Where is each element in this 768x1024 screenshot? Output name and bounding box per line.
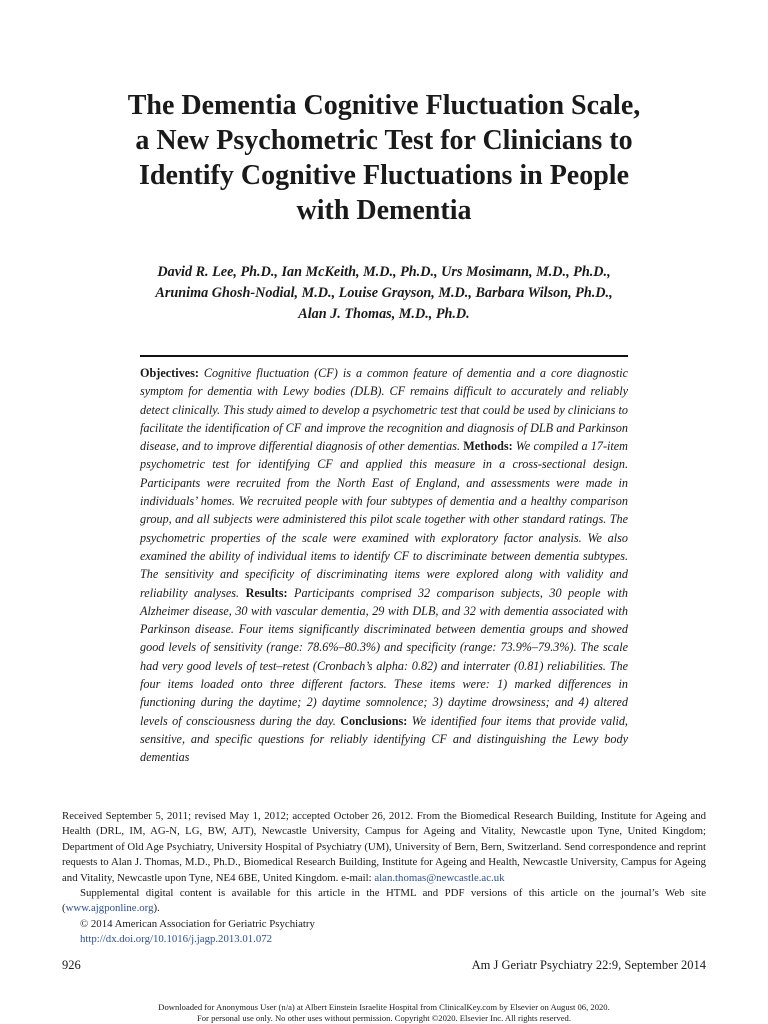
methods-label: Methods: (463, 439, 513, 454)
author-line: Arunima Ghosh-Nodial, M.D., Louise Grayson, M.D., Barbara Wilson, Ph.D., (155, 285, 613, 301)
website-link[interactable]: www.ajgponline.org (65, 902, 154, 915)
author-list (40, 262, 728, 325)
abstract-top-rule (140, 355, 628, 357)
download-notice-line: Downloaded for Anonymous User (n/a) at Albert Einstein Israelite Hospital from ClinicalKey.com by Elsevier on August 06, 2020. (158, 1002, 610, 1012)
article-title (40, 88, 728, 228)
download-notice-line: For personal use only. No other uses without permission. Copyright ©2020. Elsevier Inc. All rights reserved. (196, 1012, 572, 1023)
title-line: with Dementia (296, 195, 472, 226)
results-label: Results: (245, 585, 288, 600)
supplemental-paragraph (62, 886, 706, 917)
results-text: Participants comprised 32 comparison subjects, 30 people with Alzheimer disease, 30 with vascular dementia, 29 with DLB, and 32 with dementia associated with Parkinson disease. Four items significantly discriminated between dementia groups and showed good levels of sensitivity (range: 78.6%–80.3%) and specificity (range: 73.9%–79.3%). The scale had very good levels of test–retest (Cronbach’s alpha: 0.82) and interrater (0.81) reliabilities. The four items loaded onto three different factors. These items were: 1) marked differences in functioning during the daytime; 2) daytime somnolence; 3) daytime drowsiness; and 4) altered levels of consciousness during the day. (140, 585, 628, 728)
objectives-text: Cognitive fluctuation (CF) is a common feature of dementia and a core diagnostic symptom for dementia with Lewy bodies (DLB). CF remains difficult to accurately and reliably detect clinically. This study aimed to develop a psychometric test that could be used by clinicians to facilitate the identification of CF and improve the recognition and diagnosis of DLB and Parkinson disease, and to improve differential diagnosis of other dementias. (140, 366, 628, 454)
supplemental-text: Supplemental digital content is available for this article in the HTML and PDF versions of this article on the journal’s Web site ( (62, 887, 706, 915)
page-number: 926 (62, 958, 81, 972)
title-line: The Dementia Cognitive Fluctuation Scale, (127, 90, 641, 121)
author-line: David R. Lee, Ph.D., Ian McKeith, M.D., Ph.D., Urs Mosimann, M.D., Ph.D., (157, 264, 611, 280)
download-notice (40, 1002, 728, 1023)
objectives-label: Objectives: (140, 366, 199, 380)
methods-text: We compiled a 17-item psychometric test for identifying CF and applied this measure in a cross-sectional design. Participants were recruited from the North East of England, and assessments were made in individuals’ homes. We recruited people with four subtypes of dementia and a healthy comparison group, and all subjects were administered this pilot scale together with other standard ratings. The psychometric properties of the scale were examined with exploratory factor analysis. We also examined the ability of individual items to identify CF to discriminate between dementia subtypes. The sensitivity and specificity of discriminating items were explored along with validity and reliability analyses. (140, 439, 628, 600)
received-text: Received September 5, 2011; revised May 1, 2012; accepted October 26, 2012. From the Biomedical Research Building, Institute for Ageing and Health (DRL, IM, AG-N, LG, BW, AJT), Newcastle University, Campus for Ageing and Vitality, Newcastle upon Tyne, United Kingdom; Department of Old Age Psychiatry, University Hospital of Psychiatry (UM), University of Bern, Bern, Switzerland. Send correspondence and reprint requests to Alan J. Thomas, M.D., Ph.D., Biomedical Research Building, Institute for Ageing and Health, Newcastle University, Campus for Ageing and Vitality, Newcastle upon Tyne, NE4 6BE, United Kingdom. e-mail: (62, 810, 706, 884)
title-line: a New Psychometric Test for Clinicians to (135, 125, 633, 156)
received-paragraph (62, 809, 706, 886)
author-line: Alan J. Thomas, M.D., Ph.D. (298, 306, 470, 322)
email-link[interactable]: alan.thomas@newcastle.ac.uk (374, 871, 505, 884)
copyright-line: © 2014 American Association for Geriatric Psychiatry (80, 917, 315, 930)
title-line: Identify Cognitive Fluctuations in People (138, 160, 629, 191)
conclusions-label: Conclusions: (340, 713, 408, 728)
supplemental-end: ). (153, 902, 160, 915)
doi-link[interactable]: http://dx.doi.org/10.1016/j.jagp.2013.01.072 (80, 933, 273, 946)
abstract-body (140, 364, 628, 767)
conclusions-text: We identified four items that provide valid, sensitive, and specific questions for reliably identifying CF and distinguishing the Lewy body dementias (140, 713, 628, 765)
journal-citation: Am J Geriatr Psychiatry 22:9, September 2014 (471, 958, 706, 972)
article-footnote (62, 809, 706, 948)
doi-line (62, 932, 706, 947)
